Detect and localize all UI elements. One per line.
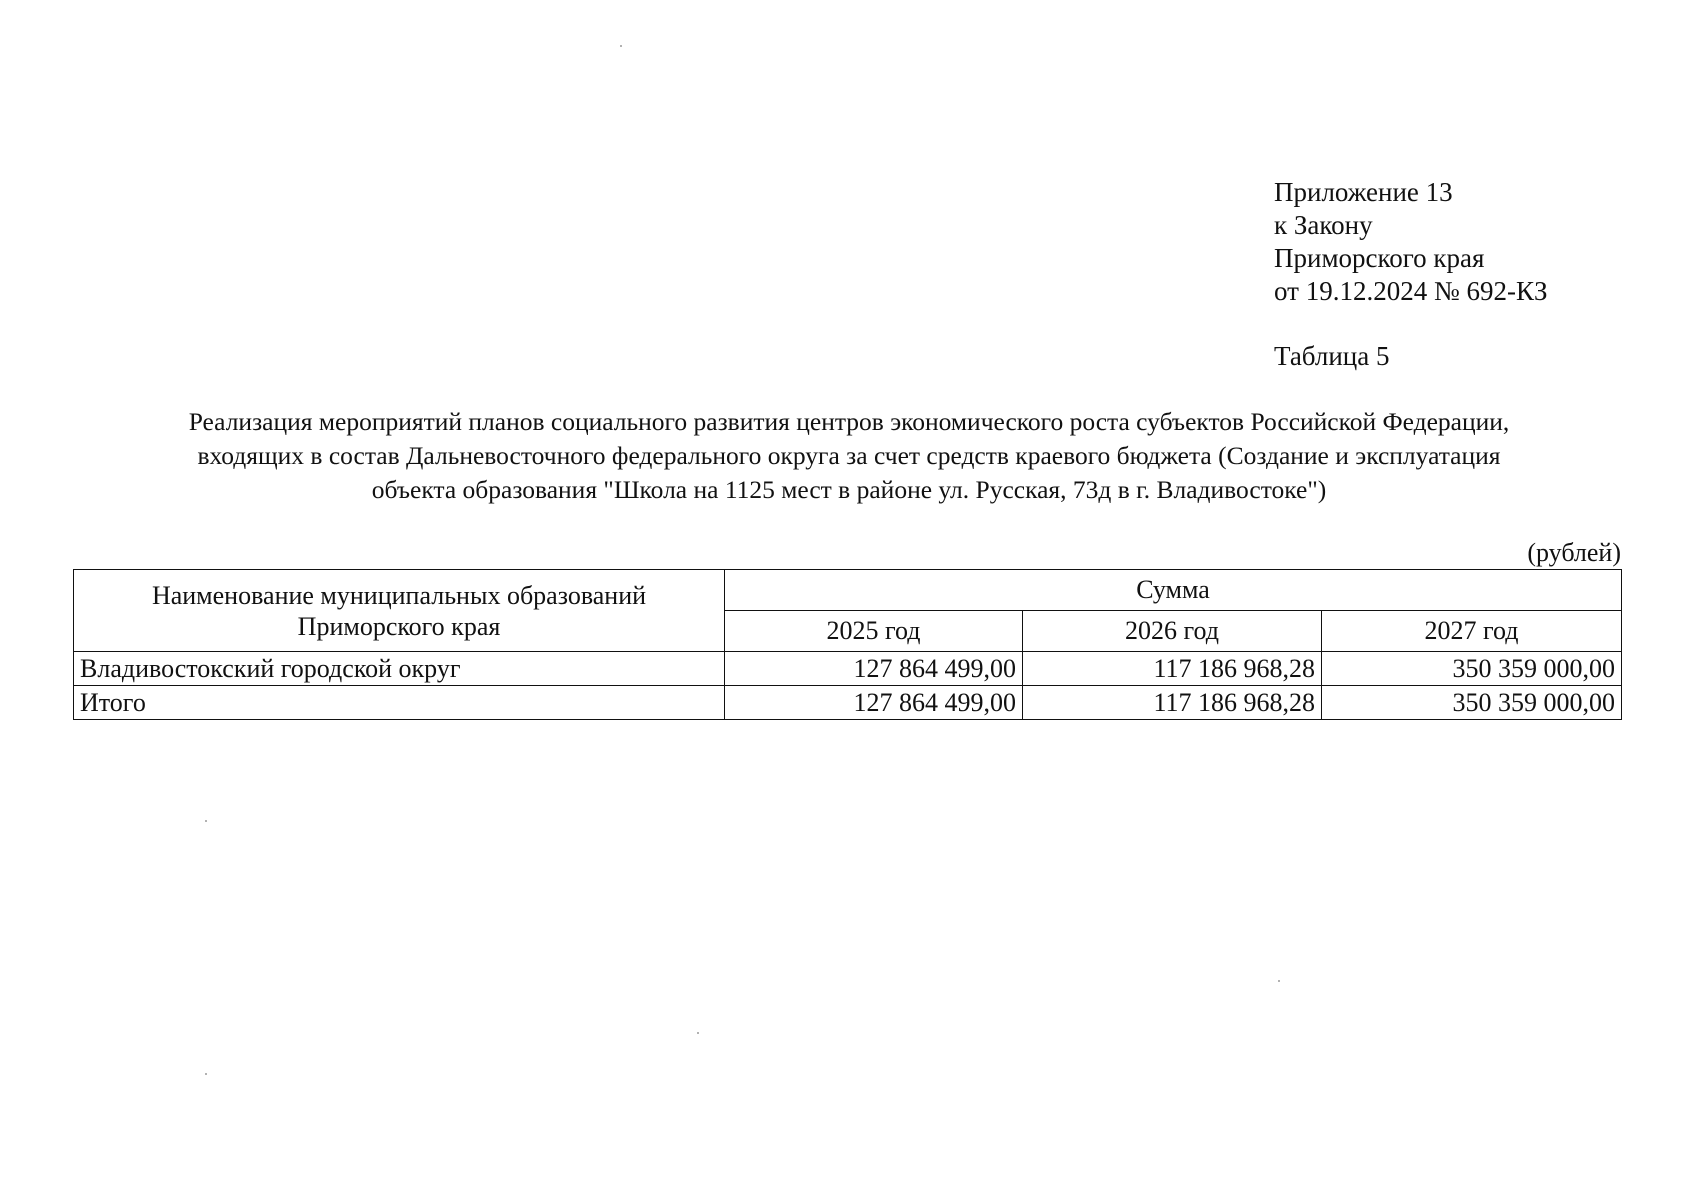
total-value-2026: 117 186 968,28 bbox=[1023, 686, 1322, 720]
scan-speck bbox=[1278, 980, 1280, 982]
appendix-line-4: от 19.12.2024 № 692-КЗ bbox=[1274, 276, 1548, 306]
scan-speck bbox=[697, 1032, 699, 1034]
title-line-3: объекта образования "Школа на 1125 мест в районе ул. Русская, 73д в г. Владивостоке") bbox=[371, 475, 1327, 504]
scan-speck bbox=[620, 45, 622, 47]
total-label: Итого bbox=[74, 686, 725, 720]
row-value-2027: 350 359 000,00 bbox=[1322, 652, 1622, 686]
header-year-2025: 2025 год bbox=[725, 611, 1023, 652]
row-value-2026: 117 186 968,28 bbox=[1023, 652, 1322, 686]
appendix-line-3: Приморского края bbox=[1274, 243, 1485, 273]
header-municipality-line-1: Наименование муниципальных образований bbox=[151, 580, 647, 610]
document-title bbox=[74, 405, 1624, 507]
header-municipality-line-2: Приморского края bbox=[297, 611, 501, 641]
units-label: (рублей) bbox=[1527, 538, 1621, 567]
row-municipality-name: Владивостокский городской округ bbox=[74, 652, 725, 686]
scan-speck bbox=[205, 820, 207, 822]
appendix-reference bbox=[1274, 176, 1547, 308]
total-value-2025: 127 864 499,00 bbox=[725, 686, 1023, 720]
table-row bbox=[74, 652, 1622, 686]
table-number: Таблица 5 bbox=[1274, 341, 1390, 371]
header-year-2027: 2027 год bbox=[1322, 611, 1622, 652]
title-line-1: Реализация мероприятий планов социального развития центров экономического роста субъектов Российской Федерации, bbox=[188, 407, 1510, 436]
header-sum: Сумма bbox=[725, 570, 1622, 611]
header-year-2026: 2026 год bbox=[1023, 611, 1322, 652]
table-total-row bbox=[74, 686, 1622, 720]
table-header-row bbox=[74, 570, 1622, 611]
total-value-2027: 350 359 000,00 bbox=[1322, 686, 1622, 720]
appendix-line-2: к Закону bbox=[1274, 210, 1373, 240]
header-municipality bbox=[74, 570, 725, 652]
row-value-2025: 127 864 499,00 bbox=[725, 652, 1023, 686]
appendix-line-1: Приложение 13 bbox=[1274, 177, 1453, 207]
scan-speck bbox=[205, 1073, 207, 1075]
title-line-2: входящих в состав Дальневосточного федерального округа за счет средств краевого бюджета (Создание и эксплуатация bbox=[197, 441, 1501, 470]
budget-table bbox=[73, 569, 1622, 720]
